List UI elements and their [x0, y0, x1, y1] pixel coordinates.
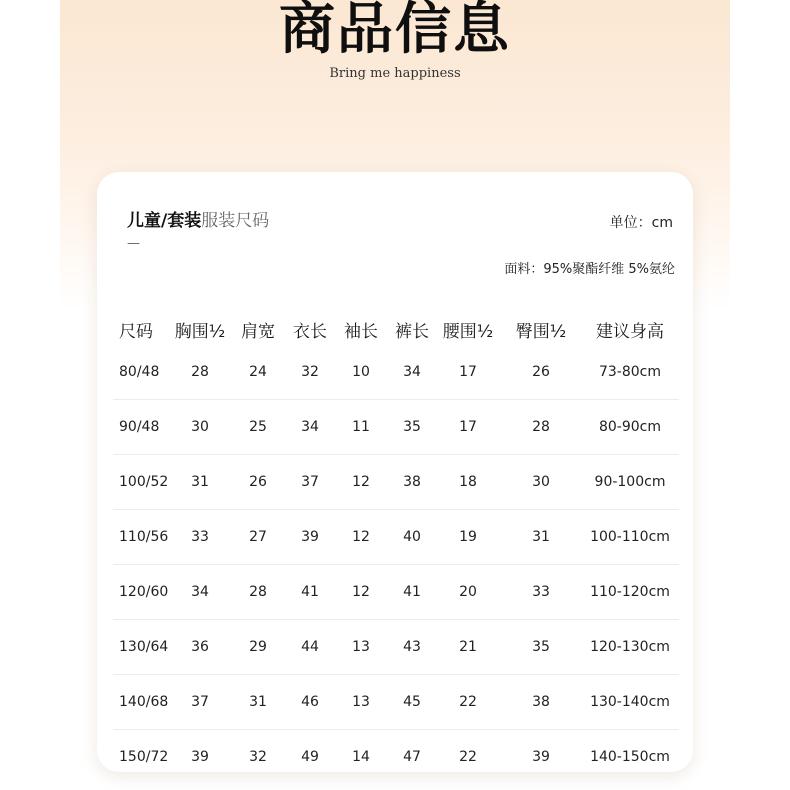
table-cell: 44 — [287, 620, 333, 675]
card-title-label: 服装尺码 — [201, 211, 270, 231]
page-title: 商品信息 — [279, 0, 511, 62]
table-cell: 31 — [229, 675, 287, 730]
table-header-row — [113, 315, 679, 345]
size-cell: 130/64 — [113, 620, 171, 675]
column-header: 建议身高 — [596, 321, 664, 342]
table-cell: 80-90cm — [581, 400, 679, 455]
table-cell: 11 — [333, 400, 389, 455]
size-cell: 110/56 — [113, 510, 171, 565]
table-row — [113, 675, 679, 730]
column-header: 臀围½ — [515, 321, 567, 342]
table-cell: 13 — [333, 620, 389, 675]
table-cell: 14 — [333, 730, 389, 785]
page-subtitle: Bring me happiness — [329, 66, 461, 81]
table-cell: 17 — [435, 400, 501, 455]
card-title-category: 儿童/套装 — [127, 211, 202, 231]
table-cell: 34 — [171, 565, 229, 620]
table-cell: 38 — [501, 675, 581, 730]
table-cell: 17 — [459, 364, 477, 380]
table-cell: 100-110cm — [581, 510, 679, 565]
size-table — [113, 315, 679, 784]
table-row — [113, 620, 679, 675]
table-cell: 24 — [249, 364, 267, 380]
table-cell: 90-100cm — [581, 455, 679, 510]
size-chart-card — [97, 172, 693, 772]
table-cell: 120-130cm — [581, 620, 679, 675]
column-header: 胸围½ — [174, 321, 226, 342]
table-cell: 29 — [229, 620, 287, 675]
table-cell: 73-80cm — [598, 364, 661, 380]
table-cell: 26 — [532, 364, 550, 380]
table-cell: 28 — [501, 400, 581, 455]
table-row — [113, 345, 679, 400]
table-cell: 32 — [229, 730, 287, 785]
table-cell: 20 — [435, 565, 501, 620]
table-row — [113, 730, 679, 785]
table-cell: 47 — [389, 730, 435, 785]
table-cell: 130-140cm — [581, 675, 679, 730]
table-cell: 39 — [287, 510, 333, 565]
table-cell: 37 — [287, 455, 333, 510]
table-cell: 22 — [435, 730, 501, 785]
fabric-label: 面料：95%聚酯纤维 5%氨纶 — [504, 262, 675, 277]
table-cell: 31 — [501, 510, 581, 565]
column-header: 衣长 — [293, 321, 327, 342]
table-row — [113, 400, 679, 455]
table-cell: 35 — [389, 400, 435, 455]
table-cell: 18 — [435, 455, 501, 510]
table-cell: 28 — [229, 565, 287, 620]
table-cell: 39 — [171, 730, 229, 785]
card-title — [127, 210, 269, 232]
table-cell: 140-150cm — [581, 730, 679, 785]
table-row — [113, 510, 679, 565]
table-cell: 33 — [171, 510, 229, 565]
table-cell: 39 — [501, 730, 581, 785]
table-cell: 33 — [501, 565, 581, 620]
table-cell: 22 — [435, 675, 501, 730]
size-cell: 150/72 — [113, 730, 171, 785]
table-body — [113, 345, 679, 784]
table-cell: 27 — [229, 510, 287, 565]
size-cell: 140/68 — [113, 675, 171, 730]
table-row — [113, 455, 679, 510]
table-cell: 41 — [389, 565, 435, 620]
table-cell: 38 — [389, 455, 435, 510]
size-cell: 120/60 — [113, 565, 171, 620]
table-cell: 19 — [435, 510, 501, 565]
size-cell: 100/52 — [113, 455, 171, 510]
table-cell: 30 — [171, 400, 229, 455]
column-header: 尺码 — [119, 321, 153, 342]
table-cell: 10 — [352, 364, 370, 380]
table-cell: 36 — [171, 620, 229, 675]
table-cell: 49 — [287, 730, 333, 785]
table-cell: 35 — [501, 620, 581, 675]
size-cell: 80/48 — [119, 364, 160, 380]
unit-label: 单位：cm — [609, 215, 673, 231]
table-cell: 26 — [229, 455, 287, 510]
table-cell: 31 — [171, 455, 229, 510]
column-header: 肩宽 — [241, 321, 275, 342]
table-cell: 37 — [171, 675, 229, 730]
table-cell: 41 — [287, 565, 333, 620]
column-header: 腰围½ — [442, 321, 494, 342]
title-dash: — — [127, 236, 140, 251]
table-cell: 12 — [333, 510, 389, 565]
table-cell: 30 — [501, 455, 581, 510]
table-cell: 12 — [333, 455, 389, 510]
table-cell: 43 — [389, 620, 435, 675]
table-cell: 34 — [287, 400, 333, 455]
table-cell: 46 — [287, 675, 333, 730]
table-cell: 12 — [333, 565, 389, 620]
table-cell: 34 — [403, 364, 421, 380]
table-cell: 40 — [389, 510, 435, 565]
table-cell: 110-120cm — [581, 565, 679, 620]
column-header: 裤长 — [395, 321, 429, 342]
table-cell: 32 — [301, 364, 319, 380]
table-cell: 25 — [229, 400, 287, 455]
size-cell: 90/48 — [113, 400, 171, 455]
table-cell: 45 — [389, 675, 435, 730]
column-header: 袖长 — [344, 321, 378, 342]
table-cell: 28 — [191, 364, 209, 380]
table-cell: 21 — [435, 620, 501, 675]
table-cell: 13 — [333, 675, 389, 730]
table-row — [113, 565, 679, 620]
